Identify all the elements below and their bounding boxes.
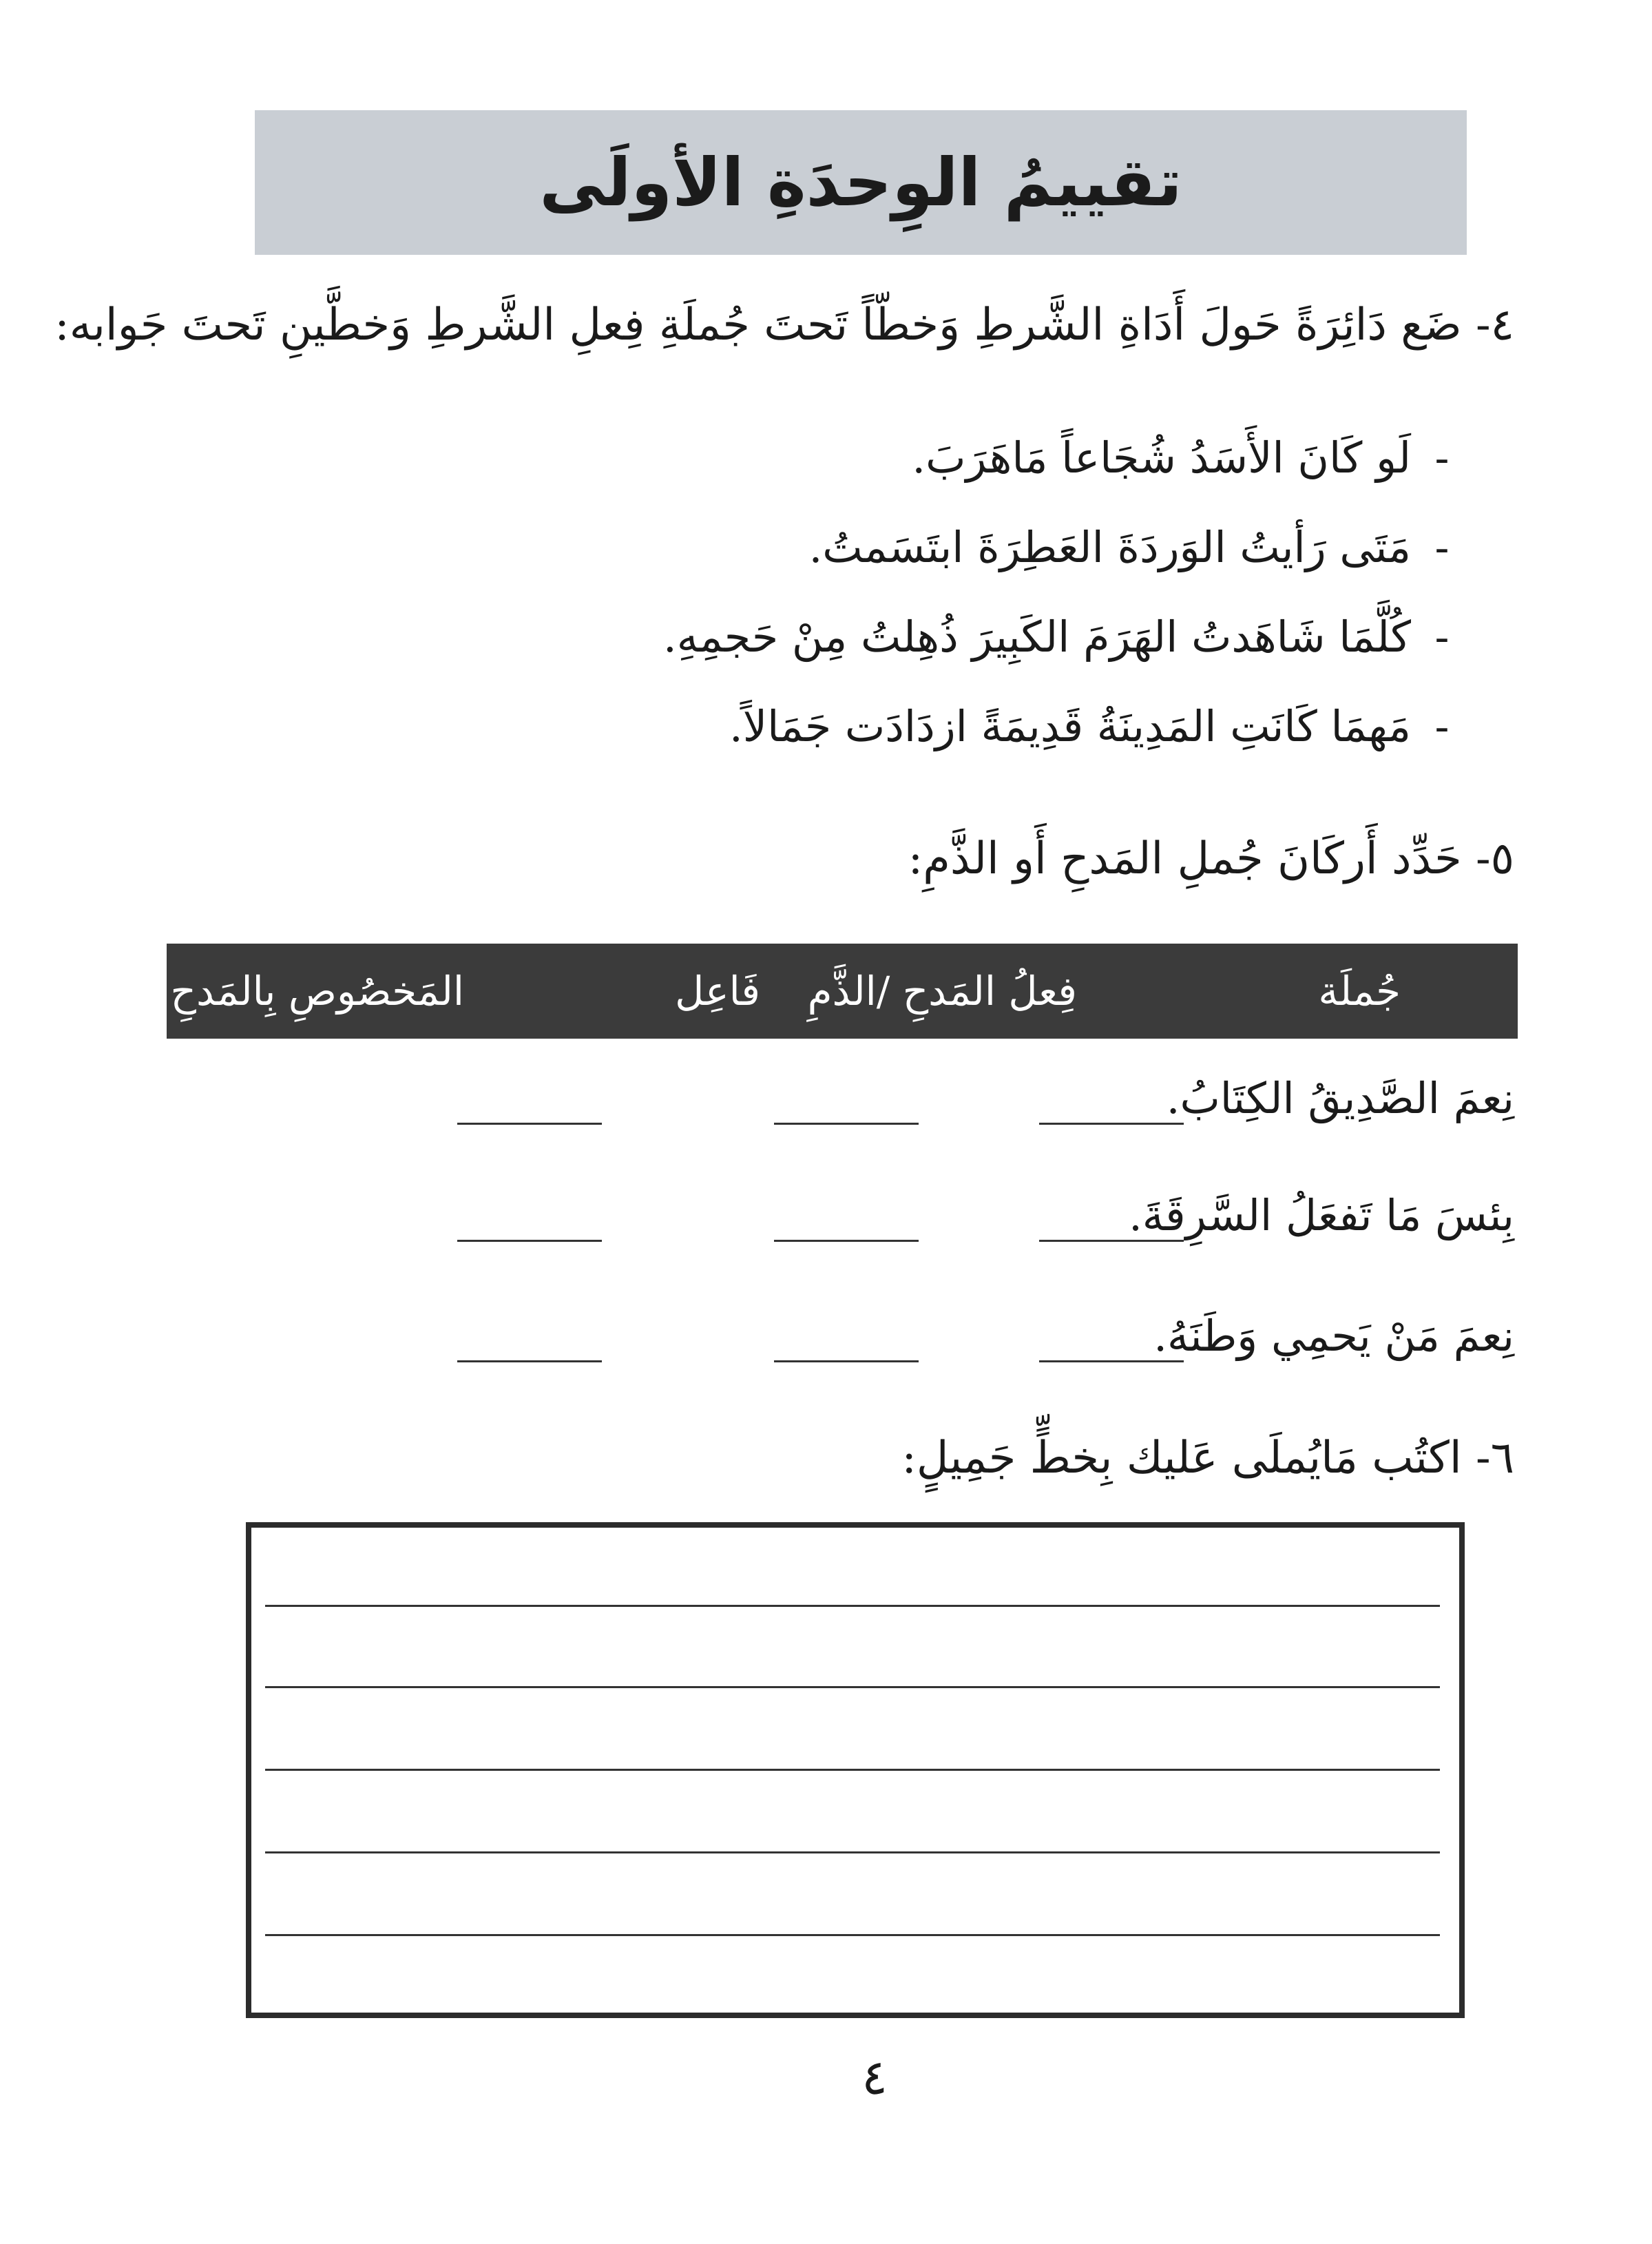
header-sentence: جُملَة <box>1318 968 1401 1015</box>
answer-blank-specified[interactable] <box>457 1123 602 1125</box>
list-item <box>302 592 1473 682</box>
sentence-text: لَو كَانَ الأَسَدُ شُجَاعاً مَاهَرَبَ. <box>912 433 1411 483</box>
header-subject: فَاعِل <box>675 968 760 1015</box>
page-number: ٤ <box>861 2049 888 2106</box>
writing-line <box>265 1686 1440 1688</box>
list-item <box>302 682 1473 771</box>
answer-blank-subject[interactable] <box>774 1240 919 1242</box>
row-sentence: نِعمَ الصَّدِيقُ الكِتَابُ. <box>1166 1073 1514 1123</box>
answer-blank-specified[interactable] <box>457 1360 602 1362</box>
question-6-prompt: ٦- اكتُب مَايُملَى عَليك بِخطٍّ جَمِيلٍ: <box>901 1433 1514 1484</box>
sentence-text: مَهمَا كَانَتِ المَدِينَةُ قَدِيمَةً ازدَادَت جَمَالاً. <box>729 701 1411 751</box>
table-row <box>165 1174 1514 1257</box>
list-item <box>302 413 1473 503</box>
dictation-writing-box[interactable] <box>246 1522 1465 2018</box>
header-specified-noun: المَخصُوصِ بِالمَدحِ /الذَّمِ <box>75 968 464 1015</box>
writing-line <box>265 1605 1440 1607</box>
title-banner <box>255 110 1467 255</box>
answer-blank-verb[interactable] <box>1039 1123 1184 1125</box>
list-item <box>302 503 1473 592</box>
page-title: تقييمُ الوِحدَةِ الأولَى <box>539 144 1182 221</box>
bullet-dash: - <box>1434 522 1450 572</box>
answer-blank-verb[interactable] <box>1039 1360 1184 1362</box>
writing-line <box>265 1934 1440 1936</box>
row-sentence: نِعمَ مَنْ يَحمِي وَطَنَهُ. <box>1153 1311 1514 1361</box>
bullet-dash: - <box>1434 701 1450 751</box>
table-row <box>165 1295 1514 1378</box>
bullet-dash: - <box>1434 612 1450 662</box>
table-row <box>165 1057 1514 1140</box>
answer-blank-verb[interactable] <box>1039 1240 1184 1242</box>
answer-blank-specified[interactable] <box>457 1240 602 1242</box>
writing-line <box>265 1769 1440 1771</box>
question-4-prompt: ٤- ضَع دَائِرَةً حَولَ أَدَاةِ الشَّرطِ وَخطّاً تَحتَ جُملَةِ فِعلِ الشَّرطِ وَخطَّينِ تَحتَ جَوابه: <box>54 300 1514 351</box>
question-5-prompt: ٥- حَدِّد أَركَانَ جُملِ المَدحِ أَو الذَّمِ: <box>908 833 1514 884</box>
table-header <box>75 944 1518 1039</box>
header-praise-blame-verb: فِعلُ المَدحِ /الذَّمِ <box>807 968 1077 1015</box>
sentence-text: كُلَّمَا شَاهَدتُ الهَرَمَ الكَبِيرَ ذُهِلتُ مِنْ حَجمِهِ. <box>663 612 1411 662</box>
row-sentence: بِئسَ مَا تَفعَلُ السَّرِقَةَ. <box>1129 1190 1514 1240</box>
writing-line <box>265 1851 1440 1853</box>
bullet-dash: - <box>1434 433 1450 483</box>
sentence-text: مَتَى رَأيتُ الوَردَةَ العَطِرَةَ ابتَسَمتُ. <box>808 522 1411 572</box>
answer-blank-subject[interactable] <box>774 1123 919 1125</box>
answer-blank-subject[interactable] <box>774 1360 919 1362</box>
question-4-sentence-list <box>302 413 1473 771</box>
